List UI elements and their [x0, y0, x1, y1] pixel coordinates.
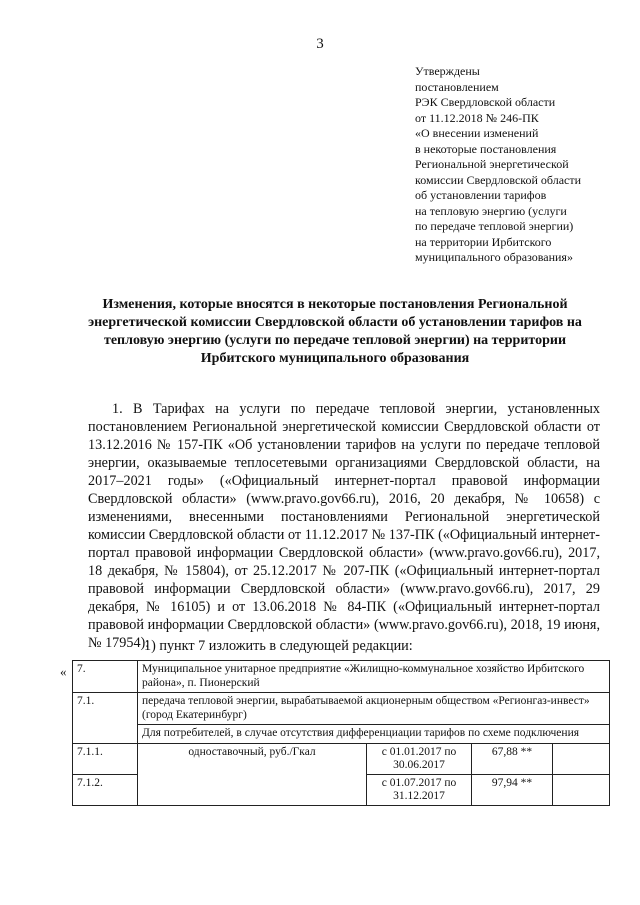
approval-line: в некоторые постановления: [415, 141, 557, 156]
table-row: [73, 661, 610, 693]
row-number: 7.: [73, 661, 138, 693]
table-row: [73, 743, 610, 774]
row-number: 7.1.: [73, 693, 138, 744]
body-text: [88, 400, 600, 652]
paragraph-1: 1. В Тарифах на услуги по передаче тепловой энергии, установленных постановлением Региональной энергетической комиссии Свердловской области от 13.12.2016 № 157-ПК «Об установлении тарифов на услуги по передаче тепловой энергии, оказываемые теплосетевыми организациями Свердловской области, на 2017–2021 годы» («Официальный интернет-портал правовой информации Свердловской области» (www.pravo.gov66.ru), 2016, 20 декабря, № 10658) с изменениями, внесенными постановлениями Региональной энергетической комиссии Свердловской области от 11.12.2017 № 137-ПК («Официальный интернет-портал правовой информации Свердловской области» (www.pravo.gov66.ru), 2017, 18 декабря, № 15804), от 25.12.2017 № 207-ПК («Официальный интернет-портал правовой информации Свердловской области» (www.pravo.gov66.ru), 2017, 29 декабря, № 16105) и от 13.06.2018 № 84-ПК («Официальный интернет-портал правовой информации Свердловской области» (www.pravo.gov66.ru), 2018, 19 июня, № 17954):: [88, 401, 600, 651]
item-1: 1) пункт 7 изложить в следующей редакции:: [144, 638, 413, 654]
approval-line: об установлении тарифов: [415, 188, 547, 202]
page-number: 3: [316, 36, 324, 52]
approval-block: [415, 64, 615, 266]
organization-name: Муниципальное унитарное предприятие «Жилищно-коммунальное хозяйство Ирбитского района», п. Пионерский: [138, 661, 610, 693]
table-row: [73, 693, 610, 725]
row-number: 7.1.1.: [73, 743, 138, 774]
empty-cell: [553, 743, 610, 774]
approval-line: постановлением: [415, 79, 499, 94]
approval-line: на тепловую энергию (услуги: [415, 203, 567, 218]
opening-quote: «: [60, 664, 67, 679]
tariff-period: с 01.07.2017 по 31.12.2017: [367, 774, 472, 805]
document-title: Изменения, которые вносятся в некоторые постановления Региональной энергетической комиссии Свердловской области об установлении тарифов на тепловую энергию (услуги по передаче тепловой энергии) на территории Ирбитского муниципального образования: [88, 297, 582, 366]
tariff-value: 97,94 **: [472, 774, 553, 805]
approval-line: РЭК Свердловской области: [415, 95, 556, 109]
approval-line: Утверждены: [415, 64, 480, 78]
table-row: [73, 725, 610, 744]
empty-cell: [553, 774, 610, 805]
consumer-group: Для потребителей, в случае отсутствия дифференциации тарифов по схеме подключения: [138, 725, 610, 744]
approval-line: по передаче тепловой энергии): [415, 219, 574, 233]
approval-line: Региональной энергетической: [415, 157, 569, 171]
tariff-period: с 01.01.2017 по 30.06.2017: [367, 743, 472, 774]
service-description: передача тепловой энергии, вырабатываемой акционерным обществом «Регионгаз-инвест» (город Екатеринбург): [138, 693, 610, 725]
approval-line: на территории Ирбитского: [415, 234, 552, 249]
tariff-table: [72, 660, 610, 806]
approval-line: от 11.12.2018 № 246-ПК: [415, 110, 539, 125]
tariff-type: одноставочный, руб./Гкал: [138, 743, 367, 805]
approval-line: комиссии Свердловской области: [415, 172, 582, 187]
approval-line: «О внесении изменений: [415, 126, 539, 140]
row-number: 7.1.2.: [73, 774, 138, 805]
approval-line: муниципального образования»: [415, 250, 573, 264]
tariff-value: 67,88 **: [472, 743, 553, 774]
